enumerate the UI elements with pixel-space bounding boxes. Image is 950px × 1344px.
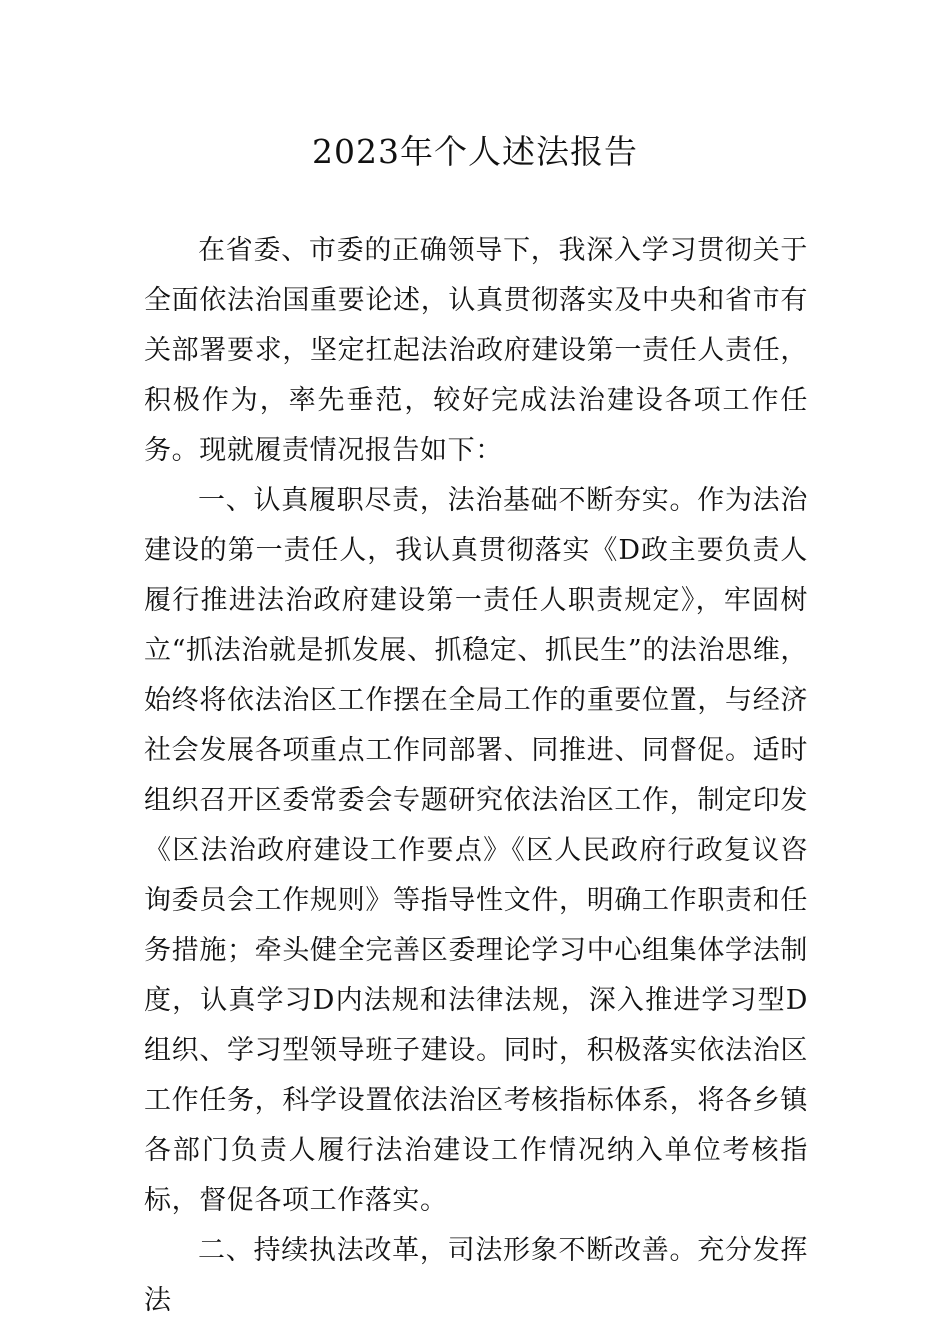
paragraph-section-1	[144, 476, 808, 1226]
paragraph-section-2	[144, 1226, 808, 1326]
section-heading: 一、认真履职尽责，法治基础不断夯实。	[198, 485, 698, 516]
document-title: 2023年个人述法报告	[312, 132, 638, 171]
paragraph-intro	[144, 226, 808, 476]
section-heading: 二、持续执法改革，司法形象不断改善。	[198, 1235, 698, 1266]
paragraph-text: 充分发挥法	[144, 1235, 808, 1316]
paragraph-text: 在省委、市委的正确领导下，我深入学习贯彻关于全面依法治国重要论述，认真贯彻落实及中央和省市有关部署要求，坚定扛起法治政府建设第一责任人责任，积极作为，率先垂范，较好完成法治建设各项工作任务。现就履责情况报告如下：	[144, 235, 808, 466]
document-body	[144, 226, 808, 1326]
paragraph-text: 作为法治建设的第一责任人，我认真贯彻落实《D政主要负责人履行推进法治政府建设第一责任人职责规定》，牢固树立“抓法治就是抓发展、抓稳定、抓民生”的法治思维，始终将依法治区工作摆在全局工作的重要位置，与经济社会发展各项重点工作同部署、同推进、同督促。适时组织召开区委常委会专题研究依法治区工作，制定印发《区法治政府建设工作要点》《区人民政府行政复议咨询委员会工作规则》等指导性文件，明确工作职责和任务措施；牵头健全完善区委理论学习中心组集体学法制度，认真学习D内法规和法律法规，深入推进学习型D组织、学习型领导班子建设。同时，积极落实依法治区工作任务，科学设置依法治区考核指标体系，将各乡镇各部门负责人履行法治建设工作情况纳入单位考核指标，督促各项工作落实。	[144, 485, 808, 1216]
